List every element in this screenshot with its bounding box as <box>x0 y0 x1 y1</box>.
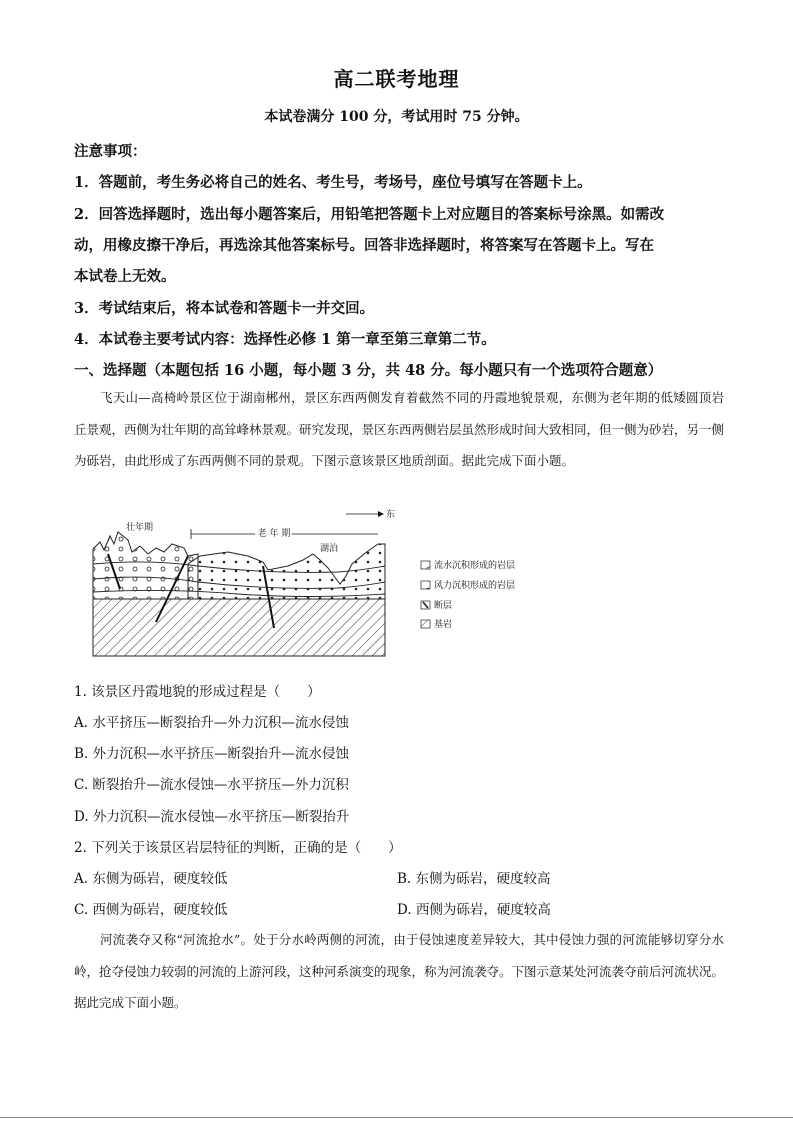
q2-option-d[interactable]: D. 西侧为砾岩，硬度较高 <box>397 902 551 918</box>
bedrock-layer <box>93 599 385 656</box>
notice-item-1: 1．答题前，考生务必将自己的姓名、考生号，考场号，座位号填写在答题卡上。 <box>74 174 592 191</box>
east-layers <box>188 544 385 599</box>
legend-2: 风力沉积形成的岩层 <box>434 581 516 591</box>
notice-item-4: 4．本试卷主要考试内容：选择性必修 1 第一章至第三章第二节。 <box>74 331 496 348</box>
label-east: 东 <box>386 510 396 520</box>
label-lao: 老 年 期 <box>257 529 291 539</box>
q2-option-c[interactable]: C. 西侧为砾岩，硬度较低 <box>74 902 228 918</box>
notice-item-2b: 动，用橡皮擦干净后，再选涂其他答案标号。回答非选择题时，将答案写在答题卡上。写在 <box>74 237 654 254</box>
west-peak-layers <box>93 532 198 599</box>
page-title: 高二联考地理 <box>333 67 460 91</box>
legend-4: 基岩 <box>434 620 453 630</box>
passage-2: 河流袭夺又称“河流抢水”。处于分水岭两侧的河流，由于侵蚀速度差异较大，其中侵蚀力强的河流能够切穿分水岭，抢夺侵蚀力较弱的河流的上游河段，这种河系演变的现象，称为河流袭夺。下图示意某处河流袭夺前后河流状况。据此完成下面小题。 <box>74 932 725 1010</box>
notice-item-2c: 本试卷上无效。 <box>74 268 176 285</box>
passage-1: 飞天山—高椅岭景区位于湖南郴州，景区东西两侧发育着截然不同的丹霞地貌景观，东侧为老年期的低矮圆顶岩丘景观，西侧为壮年期的高耸峰林景观。研究发现，景区东西两侧岩层虽然形成时间大致相同，但一侧为砂岩，另一侧为砾岩，由此形成了东西两侧不同的景观。下图示意该景区地质剖面。据此完成下面小题。 <box>74 390 725 468</box>
legend-1: 流水沉积形成的岩层 <box>434 561 516 571</box>
q2-option-a[interactable]: A. 东侧为砾岩，硬度较低 <box>74 871 228 887</box>
q1-option-b[interactable]: B. 外力沉积—水平挤压—断裂抬升—流水侵蚀 <box>74 746 350 762</box>
notice-heading: 注意事项： <box>74 143 147 160</box>
legend-3: 断层 <box>434 601 453 611</box>
exam-info: 本试卷满分 100 分，考试用时 75 分钟。 <box>264 109 529 125</box>
q2-option-b[interactable]: B. 东侧为砾岩，硬度较高 <box>397 871 551 887</box>
page-bottom-rule <box>0 1117 793 1118</box>
q2-stem: 2. 下列关于该景区岩层特征的判断，正确的是（ ） <box>74 840 402 856</box>
q1-option-a[interactable]: A. 水平挤压—断裂抬升—外力沉积—流水侵蚀 <box>74 715 349 731</box>
q1-stem: 1. 该景区丹霞地貌的形成过程是（ ） <box>74 684 321 700</box>
section-heading: 一、选择题（本题包括 16 小题，每小题 3 分，共 48 分。每小题只有一个选项符合题意） <box>74 362 663 379</box>
label-zhuang: 壮年期 <box>126 523 154 533</box>
notice-item-2a: 2．回答选择题时，选出每小题答案后，用铅笔把答题卡上对应题目的答案标号涂黑。如需改 <box>74 206 665 223</box>
geologic-profile-figure <box>88 504 548 664</box>
q1-option-d[interactable]: D. 外力沉积—流水侵蚀—水平挤压—断裂抬升 <box>74 809 350 825</box>
q1-option-c[interactable]: C. 断裂抬升—流水侵蚀—水平挤压—外力沉积 <box>74 777 349 793</box>
label-lake: 湖泊 <box>320 544 339 554</box>
notice-item-3: 3．考试结束后，将本试卷和答题卡一并交回。 <box>74 300 375 317</box>
